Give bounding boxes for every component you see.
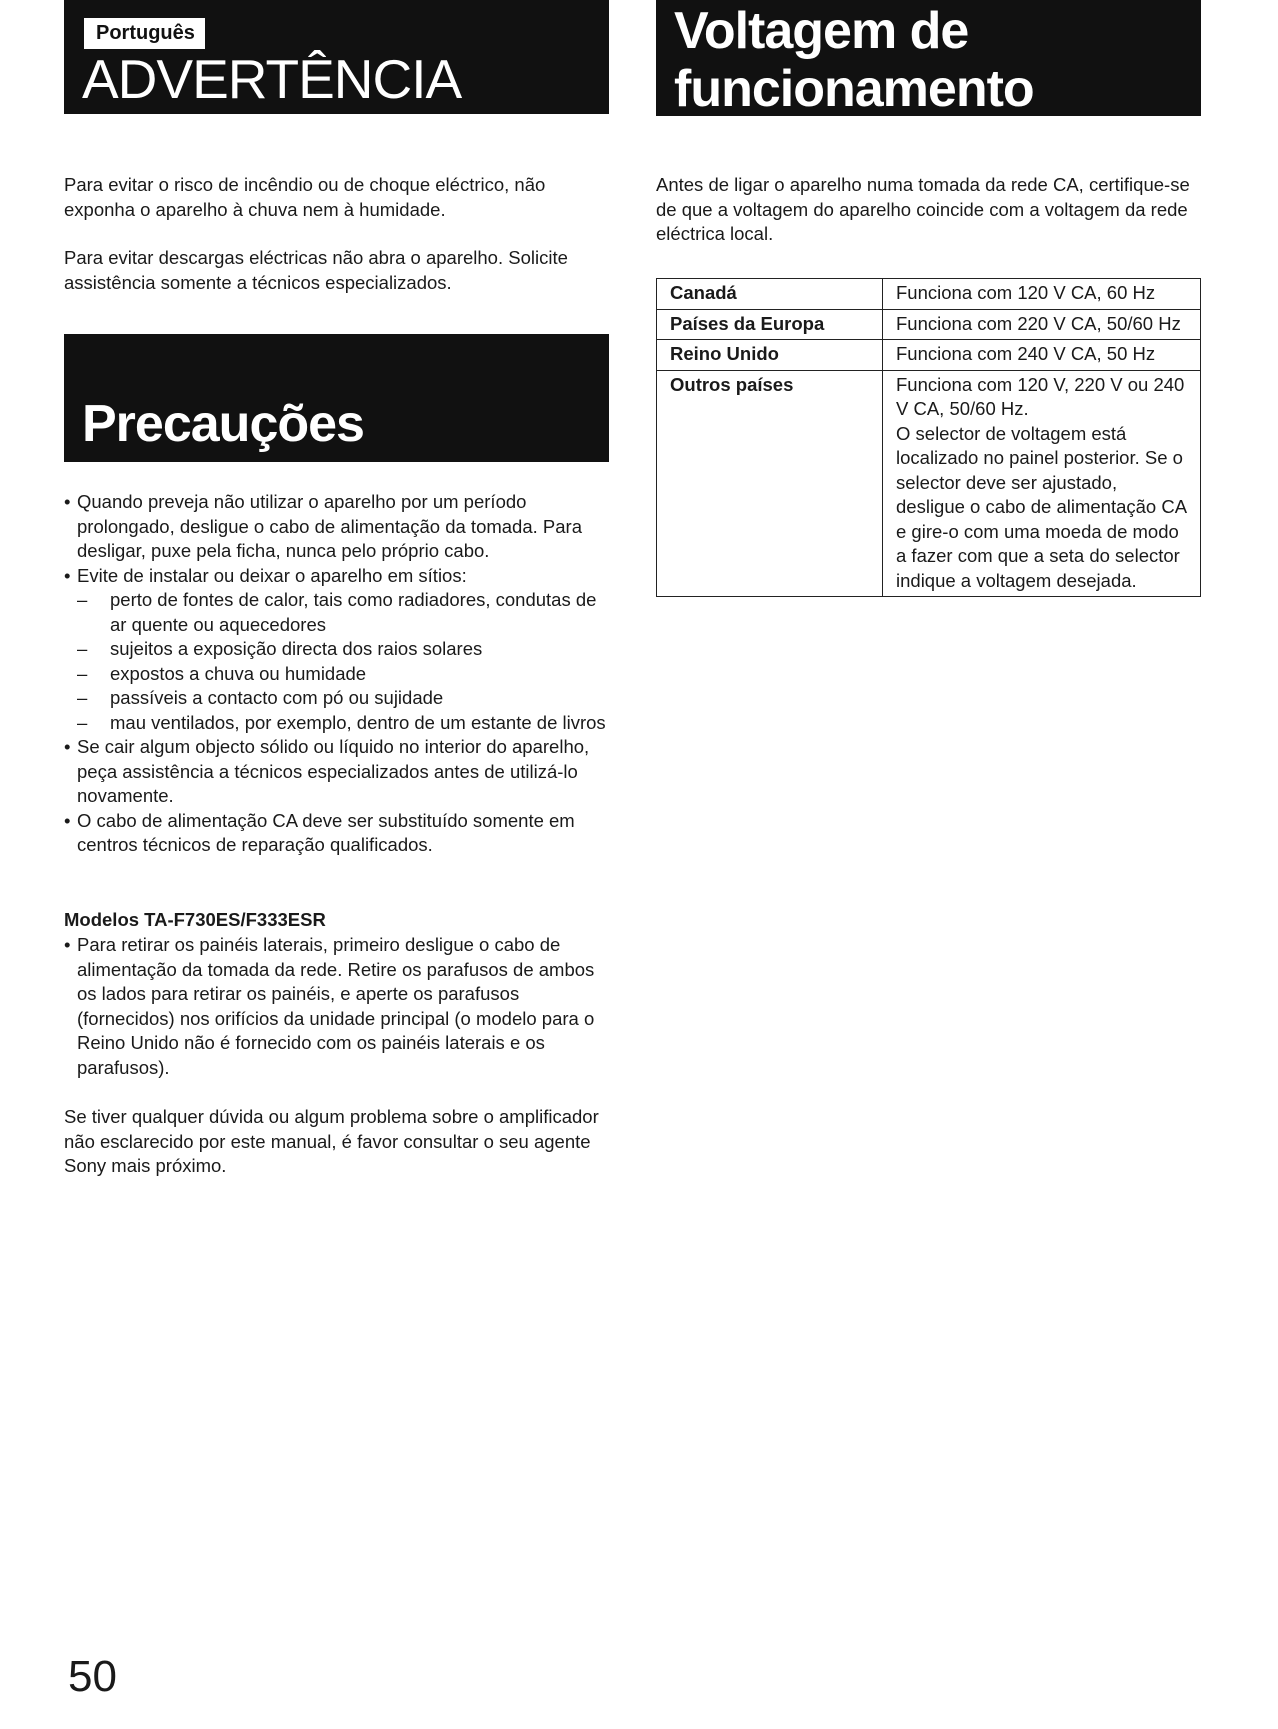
modelos-heading: Modelos TA-F730ES/F333ESR	[64, 909, 326, 930]
table-row	[657, 309, 1201, 340]
voltagem-title	[674, 2, 1034, 118]
precaucoes-bullet-4-text: O cabo de alimentação CA deve ser substituído somente em centros técnicos de reparação qualificados.	[77, 809, 575, 855]
spec-cell: Funciona com 220 V CA, 50/60 Hz	[883, 309, 1201, 340]
closing-paragraph: Se tiver qualquer dúvida ou algum problema sobre o amplificador não esclarecido por este manual, é favor consultar o seu agente Sony mais próximo.	[64, 1106, 599, 1176]
table-row	[657, 340, 1201, 371]
spec-cell: Funciona com 240 V CA, 50 Hz	[883, 340, 1201, 371]
advertencia-paragraph-1: Para evitar o risco de incêndio ou de choque eléctrico, não exponha o aparelho à chuva nem à humidade.	[64, 174, 546, 220]
voltagem-title-line-1: Voltagem de	[674, 2, 969, 60]
sublist-item: – mau ventilados, por exemplo, dentro de um estante de livros	[77, 711, 609, 736]
language-badge: Português	[84, 18, 205, 49]
precaucoes-bullet-4	[64, 809, 609, 858]
modelos-bullet-text: Para retirar os painéis laterais, primeiro desligue o cabo de alimentação da tomada da rede. Retire os parafusos de ambos os lados para retirar os painéis, e aperte os parafusos (fornecidos) nos orifícios da unidade principal (o modelo para o Reino Unido não é fornecido com os painéis laterais e os parafusos).	[77, 934, 595, 1078]
advertencia-paragraph-2: Para evitar descargas eléctricas não abra o aparelho. Solicite assistência somente a técnicos especializados.	[64, 247, 568, 293]
voltagem-intro: Antes de ligar o aparelho numa tomada da rede CA, certifique-se de que a voltagem do aparelho coincide com a voltagem da rede eléctrica local.	[656, 174, 1190, 244]
advertencia-title: ADVERTÊNCIA	[82, 48, 462, 110]
location-sublist	[77, 588, 609, 735]
country-cell: Outros países	[657, 370, 883, 597]
sublist-item: – passíveis a contacto com pó ou sujidade	[77, 686, 609, 711]
country-cell: Países da Europa	[657, 309, 883, 340]
sublist-item: – perto de fontes de calor, tais como radiadores, condutas de ar quente ou aquecedores	[77, 588, 609, 637]
country-cell: Canadá	[657, 279, 883, 310]
modelos-bullet	[64, 933, 609, 1080]
precaucoes-header	[64, 334, 609, 462]
precaucoes-bullet-2	[64, 564, 609, 736]
page-number: 50	[68, 1652, 117, 1701]
table-row	[657, 370, 1201, 597]
precaucoes-list	[64, 490, 609, 858]
selector-note: O selector de voltagem está localizado no painel posterior. Se o selector deve ser ajustado, desligue o cabo de alimentação CA e gire-o com uma moeda de modo a fazer com que a seta do selector indique a voltagem desejada.	[896, 422, 1187, 591]
spec-text: Funciona com 120 V, 220 V ou 240 V CA, 50/60 Hz.	[896, 373, 1185, 419]
precaucoes-bullet-1	[64, 490, 609, 564]
spec-cell: Funciona com 120 V CA, 60 Hz	[883, 279, 1201, 310]
precaucoes-bullet-3-text: Se cair algum objecto sólido ou líquido no interior do aparelho, peça assistência a técnicos especializados antes de utilizá-lo novamente.	[77, 736, 590, 806]
sublist-item: – sujeitos a exposição directa dos raios solares	[77, 637, 609, 662]
voltagem-header	[656, 0, 1201, 116]
precaucoes-bullet-1-text: Quando preveja não utilizar o aparelho por um período prolongado, desligue o cabo de alimentação da tomada. Para desligar, puxe pela ficha, nunca pelo próprio cabo.	[77, 491, 582, 561]
precaucoes-title: Precauções	[82, 395, 364, 453]
advertencia-header	[64, 0, 609, 114]
precaucoes-bullet-3	[64, 735, 609, 809]
spec-cell	[883, 370, 1201, 597]
voltage-table	[656, 278, 1201, 597]
sublist-item: – expostos a chuva ou humidade	[77, 662, 609, 687]
table-row	[657, 279, 1201, 310]
precaucoes-bullet-2-text: Evite de instalar ou deixar o aparelho em sítios:	[77, 564, 467, 586]
country-cell: Reino Unido	[657, 340, 883, 371]
voltagem-title-line-2: funcionamento	[674, 60, 1034, 118]
modelos-list	[64, 933, 609, 1080]
